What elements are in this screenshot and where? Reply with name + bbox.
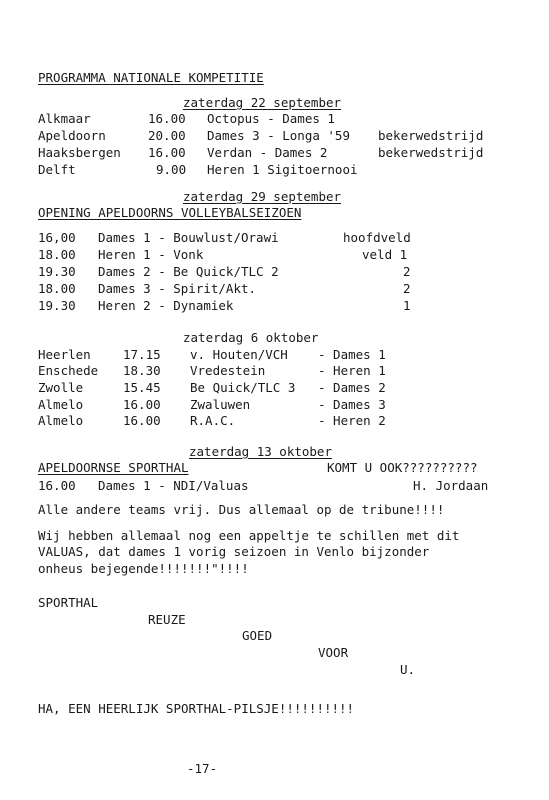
time: 19.30	[38, 264, 76, 279]
opponent: R.A.C.	[190, 413, 236, 428]
venue: APELDOORNSE SPORTHAL	[38, 460, 189, 475]
time: 16.00	[38, 478, 76, 493]
opponent: Vredestein	[190, 363, 266, 378]
staircase-word: VOOR	[318, 645, 349, 660]
page-number: -17-	[187, 761, 218, 776]
match: Dames 3 - Longa '59	[207, 128, 350, 143]
section-date: zaterdag 13 oktober	[189, 444, 332, 459]
city: Delft	[38, 162, 76, 177]
match: Dames 2 - Be Quick/TLC 2	[98, 264, 279, 279]
team: - Dames 1	[318, 347, 386, 362]
city: Almelo	[38, 397, 84, 412]
time: 16.00	[148, 145, 186, 160]
staircase-word: REUZE	[148, 612, 186, 627]
city: Alkmaar	[38, 111, 91, 126]
city: Haaksbergen	[38, 145, 121, 160]
staircase-word: U.	[400, 662, 416, 677]
opponent: Zwaluwen	[190, 397, 251, 412]
time: 16.00	[123, 397, 161, 412]
city: Almelo	[38, 413, 84, 428]
time: 16.00	[123, 413, 161, 428]
field: veld 1	[362, 247, 408, 262]
closing-line: HA, EEN HEERLIJK SPORTHAL-PILSJE!!!!!!!!!!	[38, 701, 355, 716]
section-date: zaterdag 22 september	[183, 95, 342, 110]
section-date: zaterdag 29 september	[183, 189, 342, 204]
city: Apeldoorn	[38, 128, 106, 143]
time: 16.00	[148, 111, 186, 126]
paragraph-line: VALUAS, dat dames 1 vorig seizoen in Venlo bijzonder	[38, 544, 430, 559]
city: Heerlen	[38, 347, 91, 362]
time: 18.30	[123, 363, 161, 378]
opponent: Be Quick/TLC 3	[190, 380, 296, 395]
team: - Heren 2	[318, 413, 386, 428]
team: - Dames 2	[318, 380, 386, 395]
field: hoofdveld	[343, 230, 411, 245]
city: Zwolle	[38, 380, 84, 395]
section-subheading: OPENING APELDOORNS VOLLEYBALSEIZOEN	[38, 205, 302, 220]
section-date: zaterdag 6 oktober	[183, 330, 319, 345]
time: 16,00	[38, 230, 76, 245]
city: Enschede	[38, 363, 99, 378]
call-to-action: KOMT U OOK??????????	[327, 460, 478, 475]
paragraph-line: onheus bejegende!!!!!!!"!!!!	[38, 561, 249, 576]
match: Dames 1 - Bouwlust/Orawi	[98, 230, 279, 245]
paragraph-teams-free: Alle andere teams vrij. Dus allemaal op de tribune!!!!	[38, 502, 445, 517]
field: 2	[403, 281, 411, 296]
staircase-word: SPORTHAL	[38, 595, 99, 610]
match: Heren 2 - Dynamiek	[98, 298, 234, 313]
match: Dames 3 - Spirit/Akt.	[98, 281, 257, 296]
time: 15.45	[123, 380, 161, 395]
paragraph-line: Wij hebben allemaal nog een appeltje te schillen met dit	[38, 528, 460, 543]
time: 18.00	[38, 247, 76, 262]
time: 18.00	[38, 281, 76, 296]
opponent: v. Houten/VCH	[190, 347, 288, 362]
referee: H. Jordaan	[413, 478, 489, 493]
time: 20.00	[148, 128, 186, 143]
document-heading: PROGRAMMA NATIONALE KOMPETITIE	[38, 70, 264, 85]
time: 9.00	[156, 162, 187, 177]
time: 17.15	[123, 347, 161, 362]
match: Dames 1 - NDI/Valuas	[98, 478, 249, 493]
match: Verdan - Dames 2	[207, 145, 328, 160]
note: bekerwedstrijd	[378, 145, 484, 160]
staircase-word: GOED	[242, 628, 273, 643]
note: bekerwedstrijd	[378, 128, 484, 143]
team: - Dames 3	[318, 397, 386, 412]
match: Octopus - Dames 1	[207, 111, 335, 126]
field: 1	[403, 298, 411, 313]
time: 19.30	[38, 298, 76, 313]
match: Heren 1 - Vonk	[98, 247, 204, 262]
match: Heren 1 Sigitoernooi	[207, 162, 358, 177]
team: - Heren 1	[318, 363, 386, 378]
field: 2	[403, 264, 411, 279]
